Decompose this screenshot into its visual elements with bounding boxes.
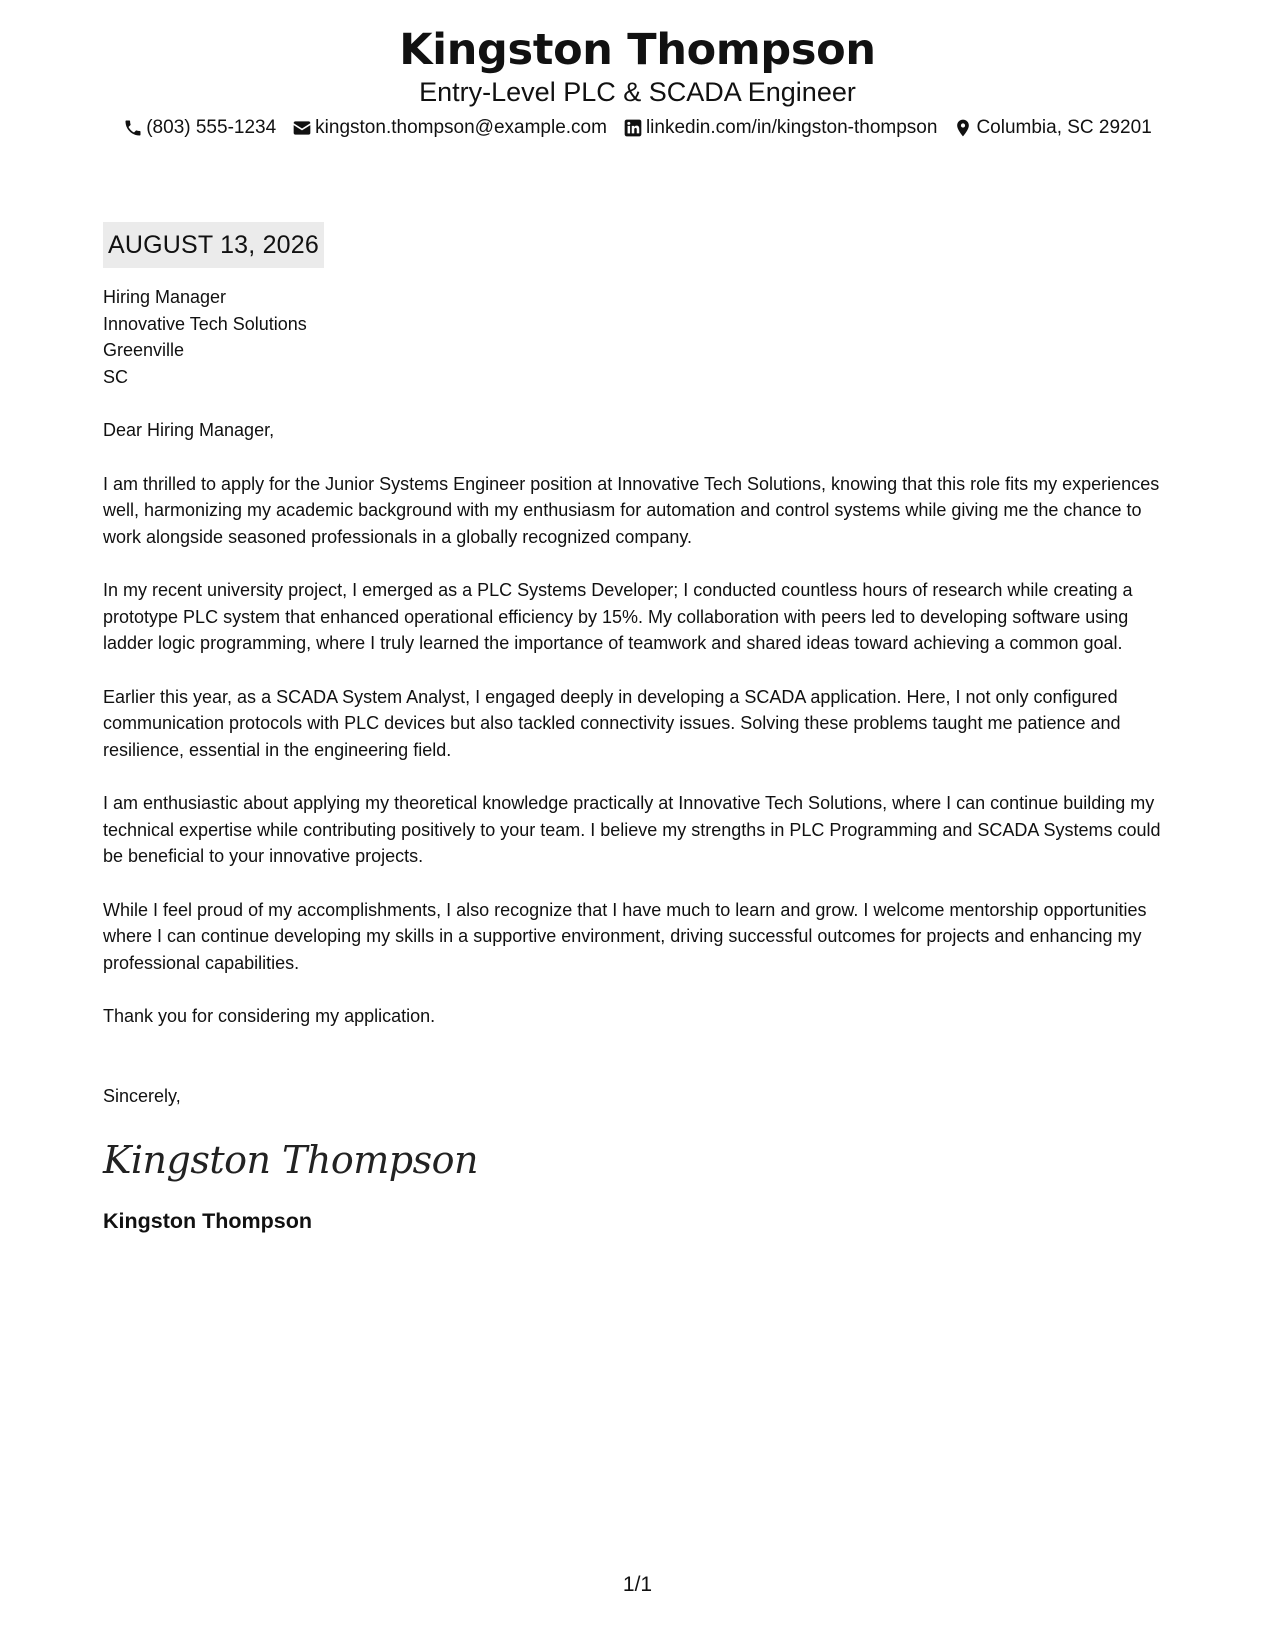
phone-text: (803) 555-1234	[146, 117, 277, 138]
contact-email[interactable]	[292, 115, 607, 141]
letter-header	[0, 0, 1275, 141]
linkedin-text[interactable]: linkedin.com/in/kingston-thompson	[645, 117, 938, 138]
body-paragraph: While I feel proud of my accomplishments, I also recognize that I have much to learn and grow. I welcome mentorship opportunities where I can continue developing my skills in a supportive environment, driving successful outcomes for projects and enhancing my professional capabilities.	[103, 899, 1147, 973]
thank-you-line: Thank you for considering my application.	[103, 1006, 436, 1026]
salutation: Dear Hiring Manager,	[103, 420, 275, 440]
email-text[interactable]: kingston.thompson@example.com	[315, 117, 607, 138]
linkedin-icon	[623, 118, 643, 138]
signature-image	[103, 1133, 478, 1189]
body-paragraph: Earlier this year, as a SCADA System Analyst, I engaged deeply in developing a SCADA application. Here, I not only configured communication protocols with PLC devices but also tackled connectivity issues. Solving these problems taught me patience and resilience, essential in the engineering field.	[103, 686, 1121, 760]
signature-text: Kingston Thompson	[103, 1138, 478, 1182]
closing-line: Sincerely,	[103, 1085, 181, 1106]
recipient-line: Innovative Tech Solutions	[103, 313, 307, 334]
page-number: 1/1	[622, 1573, 653, 1596]
body-paragraph: I am enthusiastic about applying my theoretical knowledge practically at Innovative Tech Solutions, where I can continue building my technical expertise while contributing positively to your team. I believe my strengths in PLC Programming and SCADA Systems could be beneficial to your innovative projects.	[103, 793, 1161, 866]
contact-bar	[0, 115, 1275, 141]
recipient-line: Hiring Manager	[103, 287, 227, 307]
recipient-block	[103, 284, 1178, 390]
applicant-name: Kingston Thompson	[399, 25, 876, 75]
contact-phone	[123, 115, 276, 141]
signer-name: Kingston Thompson	[103, 1209, 312, 1233]
contact-location	[953, 115, 1151, 141]
body-paragraph: I am thrilled to apply for the Junior Systems Engineer position at Innovative Tech Solutions, knowing that this role fits my experiences well, harmonizing my academic background with my enthusiasm for automation and control systems while giving me the chance to work alongside seasoned professionals in a globally recognized company.	[103, 473, 1160, 547]
recipient-line: SC	[103, 366, 129, 387]
envelope-icon	[292, 118, 312, 138]
contact-linkedin[interactable]	[623, 115, 938, 141]
map-marker-icon	[953, 118, 973, 138]
phone-icon	[123, 118, 143, 138]
body-paragraph: In my recent university project, I emerged as a PLC Systems Developer; I conducted countless hours of research while creating a prototype PLC system that enhanced operational efficiency by 15%. My collaboration with peers led to developing software using ladder logic programming, where I truly learned the importance of teamwork and shared ideas toward achieving a common goal.	[103, 580, 1133, 653]
location-text: Columbia, SC 29201	[976, 117, 1152, 138]
letter-body	[103, 222, 1178, 1235]
recipient-line: Greenville	[103, 340, 185, 360]
letter-date: AUGUST 13, 2026	[103, 222, 324, 268]
applicant-title: Entry-Level PLC & SCADA Engineer	[419, 77, 856, 107]
